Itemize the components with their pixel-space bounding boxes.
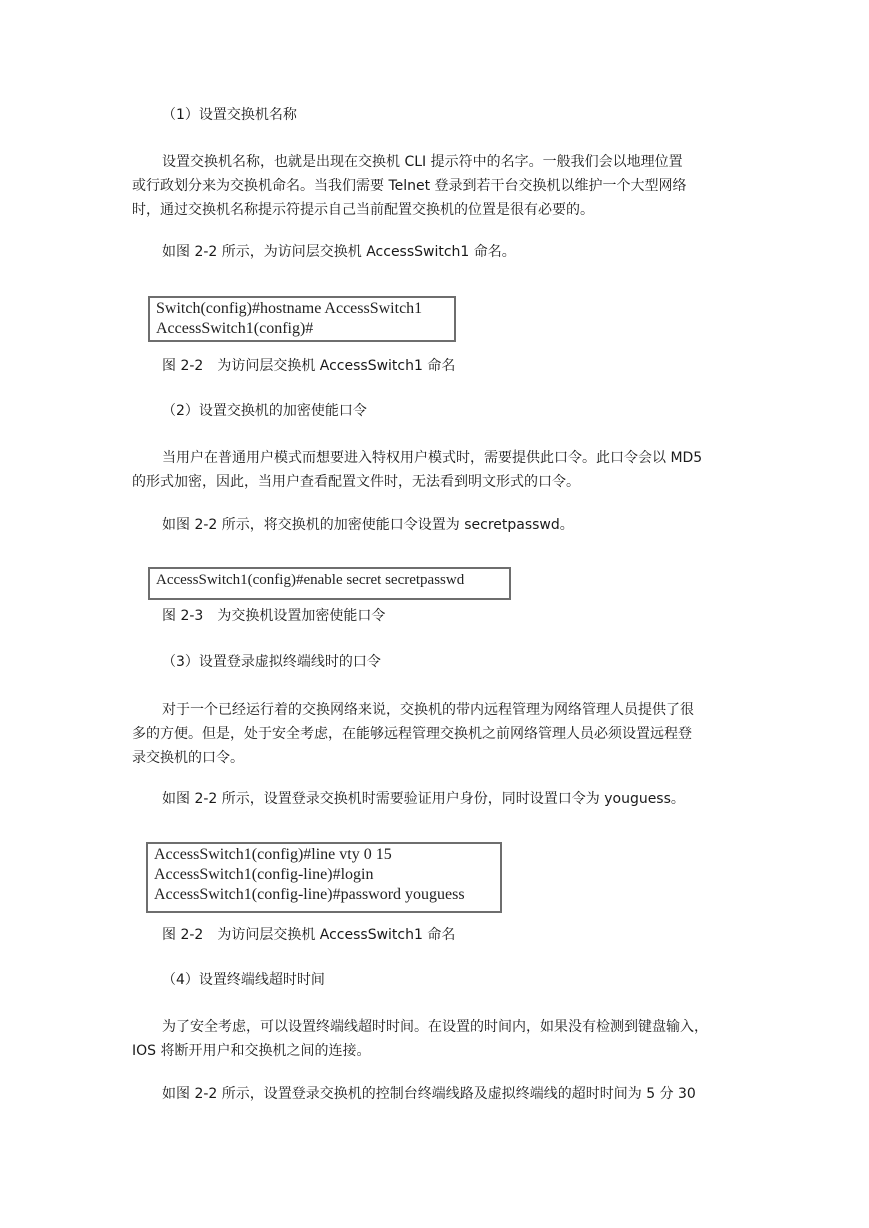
section-4-heading: （4）设置终端线超时时间 [162, 972, 325, 988]
section-3-figure-caption: 图 2-2 为访问层交换机 AccessSwitch1 命名 [162, 927, 456, 943]
section-1-figure-caption: 图 2-2 为访问层交换机 AccessSwitch1 命名 [162, 358, 456, 374]
section-4-paragraph: 为了安全考虑，可以设置终端线超时时间。在设置的时间内，如果没有检测到键盘输入， IOS 将断开用户和交换机之间的连接。 [132, 1019, 708, 1059]
section-2-code-figure [148, 567, 511, 600]
section-3-figure-reference: 如图 2-2 所示，设置登录交换机时需要验证用户身份，同时设置口令为 youguess。 [162, 791, 685, 807]
section-1-paragraph: 设置交换机名称，也就是出现在交换机 CLI 提示符中的名字。一般我们会以地理位置 或行政划分来为交换机命名。当我们需要 Telnet 登录到若干台交换机以维护一个大型网络 时，通过交换机名称提示符提示自己当前配置交换机的位置是很有必要的。 [132, 154, 687, 218]
section-2-figure-caption: 图 2-3 为交换机设置加密使能口令 [162, 608, 386, 624]
section-1-heading: （1）设置交换机名称 [162, 107, 297, 123]
section-3-code-figure [146, 842, 502, 913]
section-2-paragraph: 当用户在普通用户模式而想要进入特权用户模式时，需要提供此口令。此口令会以 MD5 的形式加密，因此，当用户查看配置文件时，无法看到明文形式的口令。 [132, 450, 703, 490]
section-1-code-figure [148, 296, 456, 342]
section-4-figure-reference: 如图 2-2 所示，设置登录交换机的控制台终端线路及虚拟终端线的超时时间为 5 分 30 [162, 1086, 696, 1102]
section-3-paragraph: 对于一个已经运行着的交换网络来说，交换机的带内远程管理为网络管理人员提供了很 多的方便。但是，处于安全考虑，在能够远程管理交换机之前网络管理人员必须设置远程登 录交换机的口令。 [132, 702, 694, 766]
section-2-heading: （2）设置交换机的加密使能口令 [162, 403, 367, 419]
code-line: Switch(config)#hostname AccessSwitch1 [156, 300, 423, 317]
code-line: AccessSwitch1(config)#enable secret secretpasswd [156, 572, 465, 588]
code-line: AccessSwitch1(config-line)#password youguess [154, 886, 465, 903]
code-line: AccessSwitch1(config)# [156, 320, 314, 337]
section-2-figure-reference: 如图 2-2 所示，将交换机的加密使能口令设置为 secretpasswd。 [162, 517, 574, 533]
code-line: AccessSwitch1(config-line)#login [154, 866, 374, 883]
section-1-figure-reference: 如图 2-2 所示，为访问层交换机 AccessSwitch1 命名。 [162, 244, 516, 260]
code-line: AccessSwitch1(config)#line vty 0 15 [154, 846, 392, 863]
section-3-heading: （3）设置登录虚拟终端线时的口令 [162, 654, 381, 670]
